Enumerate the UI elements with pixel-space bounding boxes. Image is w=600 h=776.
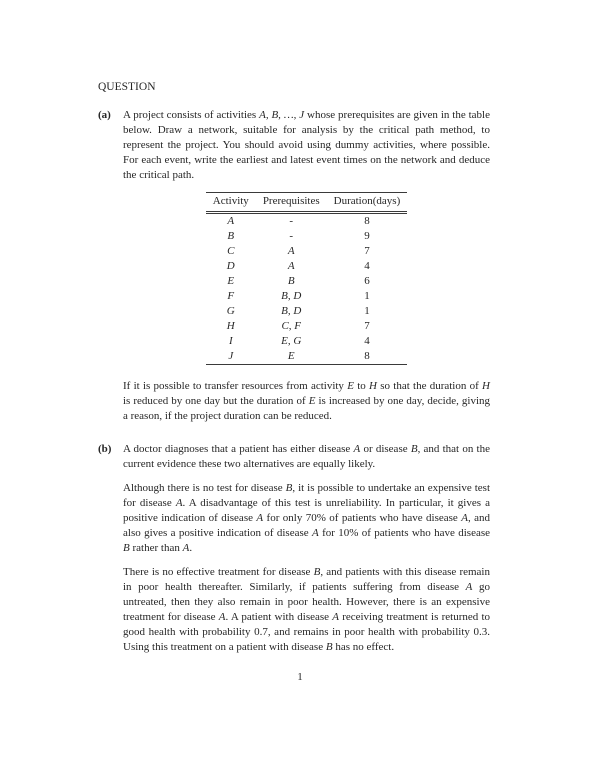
part-b <box>98 442 490 664</box>
prerequisites-cell: A <box>287 245 295 257</box>
table-row <box>206 334 407 349</box>
activity-cell: I <box>228 335 233 347</box>
part-a-label: (a) <box>98 109 111 121</box>
table-row <box>206 229 407 244</box>
table-row <box>206 274 407 289</box>
activity-table <box>206 192 407 365</box>
activity-cell: D <box>226 260 235 272</box>
duration-cell: 4 <box>364 335 370 347</box>
duration-cell: 7 <box>364 245 370 257</box>
prerequisites-cell: C, F <box>281 320 301 332</box>
activity-cell: H <box>226 320 235 332</box>
col-header-duration: Duration(days) <box>327 193 408 213</box>
table-row <box>206 244 407 259</box>
prerequisites-cell: B, D <box>281 305 302 317</box>
table-header-row <box>206 193 407 213</box>
activity-cell: G <box>226 305 235 317</box>
prerequisites-cell: B, D <box>281 290 302 302</box>
activity-cell: J <box>206 349 256 365</box>
page-number: 1 <box>297 671 303 683</box>
duration-cell: 1 <box>364 305 370 317</box>
prerequisites-cell: E <box>256 349 327 365</box>
part-b-body <box>123 442 490 664</box>
prerequisites-cell: A <box>287 260 295 272</box>
table-row <box>206 304 407 319</box>
part-b-para1: A doctor diagnoses that a patient has either disease A or disease B, and that on the current evidence these two alternatives are equally likely. <box>123 443 490 470</box>
table-row <box>206 289 407 304</box>
activity-cell: F <box>227 290 235 302</box>
activity-cell: C <box>227 245 235 257</box>
part-a-followup: If it is possible to transfer resources from activity E to H so that the duration of H is reduced by one day but the duration of E is increased by one day, decide, giving a reason, if the project duration can be reduced. <box>123 380 491 422</box>
duration-cell: 1 <box>364 290 370 302</box>
table-row <box>206 259 407 274</box>
table-row <box>206 213 407 230</box>
part-a-body <box>123 108 490 433</box>
col-header-prerequisites: Prerequisites <box>256 193 327 213</box>
part-a-intro: A project consists of activities A, B, …, J whose prerequisites are given in the table below. Draw a network, suitable for analysis by the critical path method, to represent the project. You should avoid using dummy activities, where possible. For each event, write the earliest and latest event times on the network and deduce the critical path. <box>123 109 490 181</box>
prerequisites-cell: E, G <box>281 335 302 347</box>
part-a <box>98 108 490 433</box>
duration-cell: 4 <box>364 260 370 272</box>
duration-cell: 8 <box>327 349 408 365</box>
duration-cell: 7 <box>364 320 370 332</box>
duration-cell: 6 <box>364 275 370 287</box>
part-b-para3: There is no effective treatment for disease B, and patients with this disease remain in poor health thereafter. Similarly, if patients suffering from disease A go untreated, then they also remain in poor health. However, there is an expensive treatment for disease A. A patient with disease A receiving treatment is returned to good health with probability 0.7, and remains in poor health with probability 0.3. Using this treatment on a patient with disease B has no effect. <box>123 566 491 653</box>
part-b-label: (b) <box>98 443 112 455</box>
page-content <box>98 80 490 673</box>
table-row <box>206 319 407 334</box>
activity-cell: B <box>227 230 235 242</box>
activity-cell: A <box>227 215 235 227</box>
prerequisites-cell: - <box>289 230 294 242</box>
question-heading: QUESTION <box>98 81 156 93</box>
part-b-para2: Although there is no test for disease B, it is possible to undertake an expensive test for disease A. A disadvantage of this test is unreliability. In particular, it gives a positive indication of disease A for only 70% of patients who have disease A, and also gives a positive indication of disease A for 10% of patients who have disease B rather than A. <box>123 482 491 554</box>
col-header-activity: Activity <box>206 193 256 213</box>
activity-cell: E <box>227 275 235 287</box>
prerequisites-cell: - <box>289 215 294 227</box>
prerequisites-cell: B <box>287 275 295 287</box>
table-row <box>206 349 407 365</box>
duration-cell: 8 <box>364 215 370 227</box>
duration-cell: 9 <box>364 230 370 242</box>
